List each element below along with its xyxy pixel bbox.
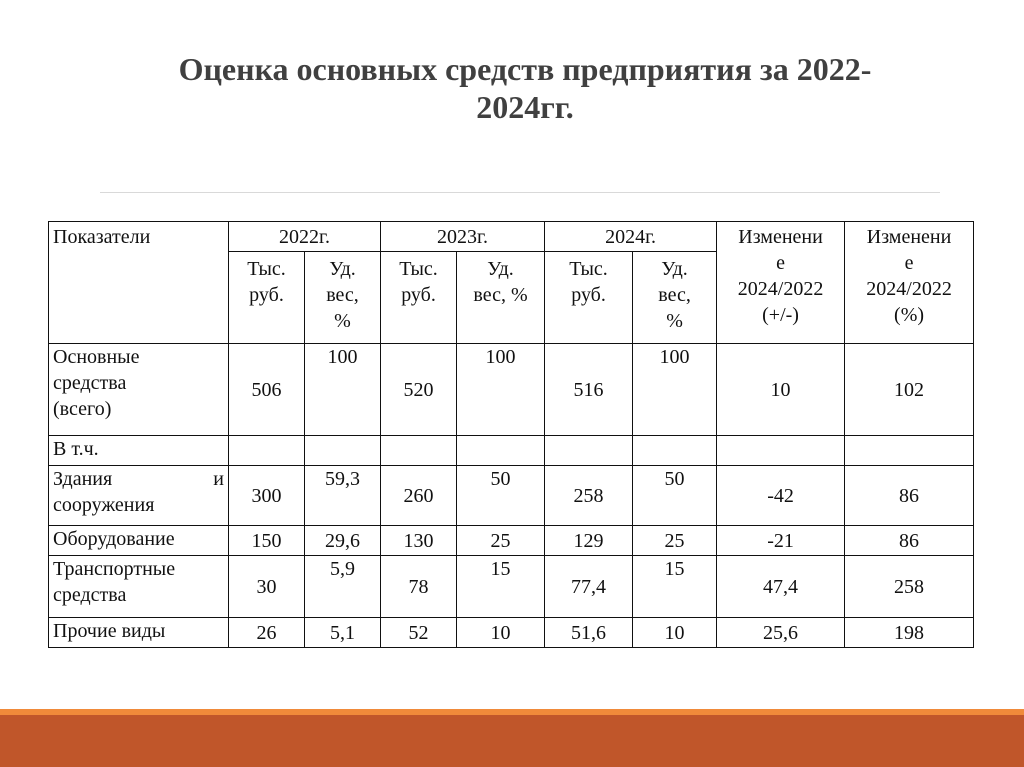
table-header-row xyxy=(49,222,974,252)
cell-share-2024: 25 xyxy=(633,526,717,556)
header-indicators: Показатели xyxy=(49,222,229,344)
header-2022: 2022г. xyxy=(229,222,381,252)
cell-change-abs: -42 xyxy=(717,466,845,526)
cell-share-2024: 15 xyxy=(633,556,717,618)
slide-title-line-2: 2024гг. xyxy=(476,89,574,125)
subheader-ud-2023: Уд. вес, % xyxy=(457,252,545,344)
cell-share-2024: 10 xyxy=(633,618,717,648)
table-row xyxy=(49,344,974,436)
cell-share-2023: 25 xyxy=(457,526,545,556)
cell-value-2022: 26 xyxy=(229,618,305,648)
cell-value-2024: 51,6 xyxy=(545,618,633,648)
header-change-pct: Изменени е 2024/2022 (%) xyxy=(845,222,974,344)
cell-value-2023: 52 xyxy=(381,618,457,648)
cell-share-2024: 100 xyxy=(633,344,717,436)
cell-share-2022: 59,3 xyxy=(305,466,381,526)
cell-value-2024: 516 xyxy=(545,344,633,436)
cell-share-2023: 10 xyxy=(457,618,545,648)
subheader-ud-2022: Уд. вес, % xyxy=(305,252,381,344)
slide-title-line-1: Оценка основных средств предприятия за 2022- xyxy=(178,51,872,87)
cell-change-pct: 86 xyxy=(845,466,974,526)
table-row xyxy=(49,466,974,526)
cell-change-pct: 86 xyxy=(845,526,974,556)
cell-value-2024: 258 xyxy=(545,466,633,526)
cell-share-2024: 50 xyxy=(633,466,717,526)
cell-share-2023: 15 xyxy=(457,556,545,618)
subheader-ud-2024: Уд. вес, % xyxy=(633,252,717,344)
header-change-abs: Изменени е 2024/2022 (+/-) xyxy=(717,222,845,344)
cell-share-2022: 5,9 xyxy=(305,556,381,618)
table-row xyxy=(49,436,974,466)
fixed-assets-table xyxy=(48,221,974,648)
row-label: В т.ч. xyxy=(49,436,229,466)
cell-value-2022: 30 xyxy=(229,556,305,618)
subheader-tys-2022: Тыс. руб. xyxy=(229,252,305,344)
subheader-tys-2023: Тыс. руб. xyxy=(381,252,457,344)
title-divider xyxy=(100,192,940,193)
cell-share-2023: 50 xyxy=(457,466,545,526)
row-label: Транспортные средства xyxy=(49,556,229,618)
cell-change-abs: -21 xyxy=(717,526,845,556)
slide-title xyxy=(100,50,950,126)
cell-change-abs: 25,6 xyxy=(717,618,845,648)
cell-value-2023: 78 xyxy=(381,556,457,618)
row-label: Оборудование xyxy=(49,526,229,556)
cell-value-2022: 300 xyxy=(229,466,305,526)
cell-value-2024: 77,4 xyxy=(545,556,633,618)
cell-value-2022: 150 xyxy=(229,526,305,556)
header-2024: 2024г. xyxy=(545,222,717,252)
header-2023: 2023г. xyxy=(381,222,545,252)
cell-value-2022: 506 xyxy=(229,344,305,436)
cell-share-2023: 100 xyxy=(457,344,545,436)
subheader-tys-2024: Тыс. руб. xyxy=(545,252,633,344)
row-label: Основные средства (всего) xyxy=(49,344,229,436)
cell-change-pct: 258 xyxy=(845,556,974,618)
table-row xyxy=(49,618,974,648)
cell-value-2023: 520 xyxy=(381,344,457,436)
cell-change-abs: 10 xyxy=(717,344,845,436)
cell-value-2024: 129 xyxy=(545,526,633,556)
cell-change-abs: 47,4 xyxy=(717,556,845,618)
cell-change-pct: 102 xyxy=(845,344,974,436)
cell-value-2023: 130 xyxy=(381,526,457,556)
cell-change-pct: 198 xyxy=(845,618,974,648)
table-row xyxy=(49,556,974,618)
footer-bar xyxy=(0,715,1024,767)
cell-value-2023: 260 xyxy=(381,466,457,526)
row-label: Здания и сооружения xyxy=(49,466,229,526)
cell-share-2022: 29,6 xyxy=(305,526,381,556)
cell-share-2022: 5,1 xyxy=(305,618,381,648)
cell-share-2022: 100 xyxy=(305,344,381,436)
row-label: Прочие виды xyxy=(49,618,229,648)
table-row xyxy=(49,526,974,556)
